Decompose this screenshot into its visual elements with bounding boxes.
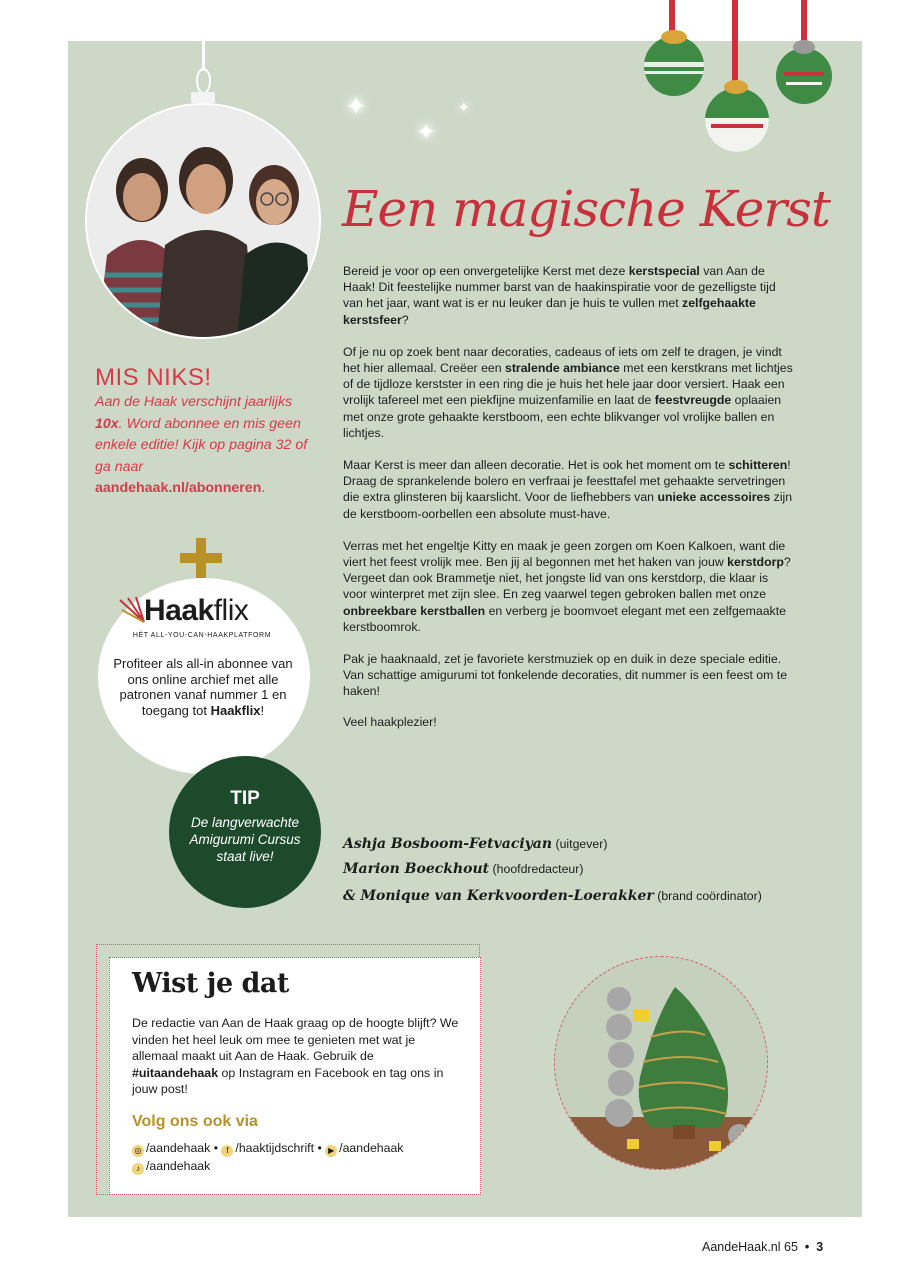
wistjedat-title: Wist je dat [132, 968, 289, 999]
paragraph-2: Of je nu op zoek bent naar decoraties, cadeaus of iets om zelf te dragen, je vindt het hier allemaal. Creëer een stralende ambiance met een kerstkrans met lichtjes of de tijdloze kerstster in een ring die je huis het hele jaar door versiert. Haak een vrolijk tafereel met een piekfijne muizenfamilie en laat de feestvreugde oplaaien met onze grote gehaakte kerstboom, een echte blikvanger vol vrolijke ballen en lichtjes. [343, 344, 793, 440]
tiktok-icon: ♪ [132, 1163, 144, 1175]
greeting: Veel haakplezier! [343, 714, 437, 729]
editors-illustration [87, 105, 321, 339]
paragraph-5: Pak je haaknaald, zet je favoriete kerstmuziek op en duik in deze speciale editie. Van schattige amigurumi tot fonkelende decoraties, dit nummer is een feest om te haken! [343, 652, 788, 699]
instagram-icon: ◎ [132, 1145, 144, 1157]
youtube-icon: ▶ [325, 1145, 337, 1157]
crochet-tree-illustration [555, 957, 768, 1170]
social-links: ◎ /aandehaak • f /haaktijdschrift • ▶ /aandehaak ♪ /aandehaak [132, 1139, 472, 1175]
page-footer: AandeHaak.nl 65 • 3 [702, 1240, 824, 1254]
tree-photo [554, 956, 768, 1170]
haakflix-text: Profiteer als all-in abonnee van ons online archief met alle patronen vanaf nummer 1 en toegang tot Haakflix! [113, 656, 293, 718]
signature-1: Ashja Bosboom-Fetvaciyan (uitgever) [343, 836, 608, 852]
tip-text: De langverwachte Amigurumi Cursus staat live! [189, 815, 301, 864]
subscribe-callout [95, 364, 315, 500]
plus-icon-bar [180, 553, 222, 563]
bauble-cap [191, 92, 215, 103]
haakflix-tagline: HÉT ALL-YOU-CAN-HAAKPLATFORM [132, 632, 272, 639]
page-title: Een magische Kerst [342, 180, 831, 238]
misniks-heading: MIS NIKS! [95, 364, 212, 391]
tip-badge [169, 756, 321, 908]
paragraph-1: Bereid je voor op een onvergetelijke Kerst met deze kerstspecial van Aan de Haak! Dit feestelijke nummer barst van de haakinspiratie voor de gezelligste tijd van het jaar, want wat is er nu leuker dan je huis te vullen met zelfgehaakte kerstsfeer? [343, 264, 776, 327]
instagram-link[interactable]: ◎ /aandehaak [132, 1141, 210, 1155]
follow-heading: Volg ons ook via [132, 1113, 258, 1130]
subscribe-link[interactable]: aandehaak.nl/abonneren [95, 480, 262, 496]
misniks-text: Aan de Haak verschijnt jaarlijks 10x. Word abonnee en mis geen enkele editie! Kijk op pagina 32 of ga naar aandehaak.nl/abonneren. [95, 394, 308, 496]
tiktok-link[interactable]: ♪ /aandehaak [132, 1159, 210, 1173]
intro-text [343, 263, 793, 746]
facebook-icon: f [221, 1145, 233, 1157]
youtube-link[interactable]: ▶ /aandehaak [325, 1141, 403, 1155]
facebook-link[interactable]: f /haaktijdschrift [221, 1141, 314, 1155]
wistjedat-text: De redactie van Aan de Haak graag op de hoogte blijft? We vinden het heel leuk om mee te genieten met wat je allemaal maakt uit Aan de Haak. Gebruik de #uitaandehaak op Instagram en Facebook en tag ons in jouw post! [132, 1016, 459, 1097]
paragraph-4: Verras met het engeltje Kitty en maak je geen zorgen om Koen Kalkoen, want die viert het feest vrolijk mee. Ben jij al begonnen met het haken van jouw kerstdorp? Vergeet dan ook Brammetje niet, het jongste lid van ons kerstdorp, die klaar is voor winterpret met zijn slee. En zeg vaarwel tegen gebroken ballen met onze onbreekbare kerstballen en verberg je boomvoet elegant met een zelfgemaakte kerstboomrok. [343, 538, 791, 634]
signature-2: Marion Boeckhout (hoofdredacteur) [343, 861, 584, 877]
paragraph-3: Maar Kerst is meer dan alleen decoratie. Het is ook het moment om te schitteren! Draag de sprankelende bolero en verfraai je feesttafel met gehaakte servetringen die extra glinsteren bij kaarslicht. Voor de liefhebbers van unieke accessoires zijn de kerstboom-oorbellen een absolute must-have. [343, 458, 793, 521]
bauble-loop [196, 68, 211, 94]
haakflix-logo: Haakflix [118, 594, 288, 626]
hook-fan-icon [118, 596, 146, 624]
bauble-string [202, 41, 205, 71]
tip-heading: TIP [230, 788, 260, 809]
signature-3: & Monique van Kerkvoorden-Loerakker (brand coördinator) [343, 888, 762, 904]
editors-photo [85, 103, 321, 339]
